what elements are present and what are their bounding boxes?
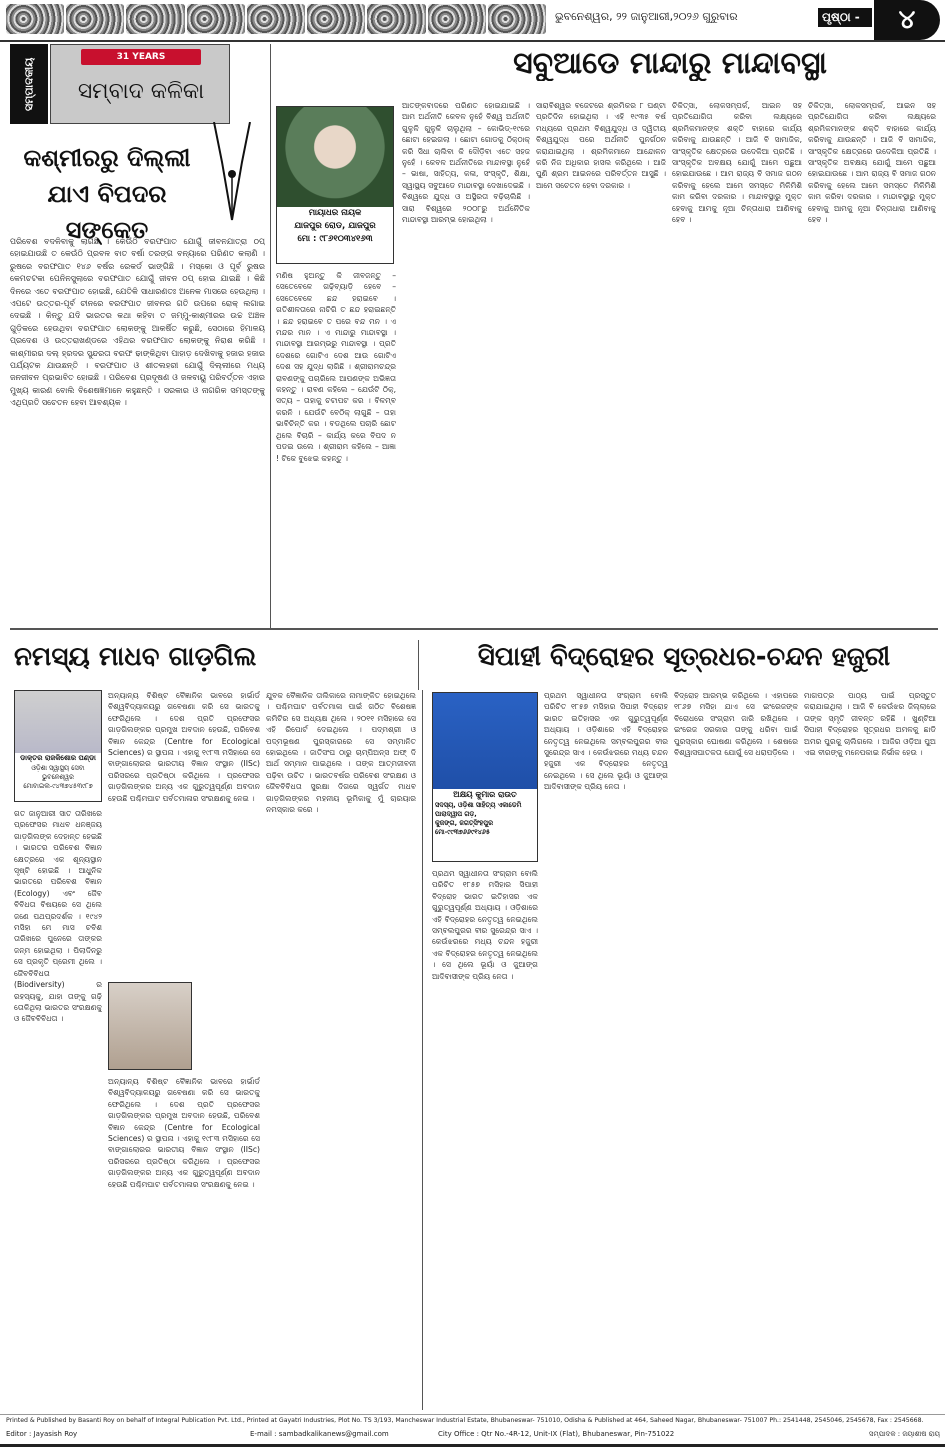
flower-icon <box>187 4 245 34</box>
doctor-name: ଡାକ୍ତର ରାଜକିଶୋର ପଣ୍ଡା <box>20 754 96 762</box>
author-photo <box>433 693 537 789</box>
lead-article-col1: ମଣିଷ ହୁଅନ୍ତୁ କି ଜୀବଜନ୍ତୁ – ସେତେବେଳେ ଗଢ଼ିବ୍ୟାଡ଼ି ହେବେ – ସେତେବେଳେ ଛନ୍ଦ ହରାଇବେ । ଗତିଶୀଳତାରେ ନାଚିଗି ତ ଛନ୍ଦ ହରାଇଛନ୍ତି । ଛନ୍ଦ ହରାଇବେ ତ ପରେ ବନ୍ଦ ମନ । ଏ ମନ୍ଦର ମାନ । ଏ ମାନ୍ଦାରୁ ମାନ୍ଦାବସ୍ଥା । ମାନ୍ଦାବସ୍ଥା ଆରମ୍ଭରୁ ମାନ୍ଦାବସ୍ଥା । ପ୍ରତି ଦେଶରେ ଗୋଟିଏ ଦେଶ ଆଉ ଗୋଟିଏ ଦେଶ ସହ ଯୁଦ୍ଧ ଲାଗିଛି । ଶ୍ରୀରାମଚନ୍ଦ୍ର ରାବଣଙ୍କୁ ପଚାରିଲେ ଆପଣଙ୍କ ଅଭିଜ୍ଞତା କହନ୍ତୁ । ରାବଣ କହିଲେ – ଯେଉଁଟି ଠିକ୍, ସତ୍ୟ – ତାହାକୁ ଚଟାପଟ କର । ବିଳମ୍ବ କରନି । ଯେଉଁଟି ବେଠିକ୍ ଲାଗୁଛି – ତାହା ଭାବିଚିନ୍ତି କର । ବଡଥିଲେ ପଚାରି ଛୋଟ ଥିଲେ ବିଚାରି – କାର୍ଯ୍ୟ କରେ ବିପଦ ନ ପଡଇ ଉଲେ । ଶ୍ରୀରାମ କହିଲେ – ଆଜ୍ଞା ! ଟିକେ ବୁଝେଇ କହନ୍ତୁ । <box>276 271 396 463</box>
masthead-title: ସମ୍ବାଦ କଳିକା <box>77 79 205 104</box>
gadgil-col3: ଯୁବକ ବୈଜ୍ଞାନିକ ତାଲିକାରେ ନାମାଙ୍କିତ ହୋଇଥିଲେ । ପଶ୍ଚିମଘାଟ ପର୍ବତମାଳା ପାଇଁ ଗଠିତ ବିଶେଷଜ୍ଞ କମିଟିର ସେ ଅଧ୍ୟକ୍ଷ ଥିଲେ । ୨୦୧୧ ମସିହାରେ ସେ ଏହି ରିପୋର୍ଟ ଦେଇଥିଲେ । ପଦ୍ମଶ୍ରୀ ଓ ପଦ୍ମଭୂଷଣ ପୁରସ୍କାରରେ ସେ ସମ୍ମାନିତ ହୋଇଥିଲେ । ଜାତିସଂଘ ଠାରୁ ଚାମ୍ପିଅନ୍ସ ଅଫ୍ ଦି ଆର୍ଥ ସମ୍ମାନ ପାଇଥିଲେ । ତାଙ୍କ ଆତ୍ମଜୀବନୀ ପଢ଼ିବା ଉଚିତ । ଭାରତବର୍ଷର ପରିବେଶ ସଂରକ୍ଷଣ ଓ ଜୈବବିବିଧତା ସୁରକ୍ଷା ଦିଗରେ ସ୍ୱର୍ଗତ ମାଧବ ଗାଡ଼ଗିଲଙ୍କର ମହନୀୟ ଭୂମିକାକୁ ମୁଁ ଚାରୟାର ନମସ୍କାର କରେ । <box>266 691 416 815</box>
title-divider <box>418 640 419 690</box>
author-name: ଅକ୍ଷୟ କୁମାର ରାଉତ <box>453 790 517 799</box>
doctor-photo <box>15 691 101 753</box>
editorial-tag: ସମ୍ପାଦକୀୟ <box>10 44 48 124</box>
hazuri-col2: ବିଦ୍ରୋହ ଆରମ୍ଭ କରିଥିଲେ । ଏହାପରେ ୧୮୬୭ ମସିହା ଯାଏ ସେ ଇଂରେଜଙ୍କ ବିରୋଧରେ ସଂଗ୍ରାମ ଜାରି ରଖିଥିଲେ । ଇଂରେଜ ସରକାର ତାଙ୍କୁ ଧରିବା ପାଇଁ ପୁରସ୍କାର ଘୋଷଣା କରିଥିଲେ । ଶେଷରେ ବିଶ୍ୱାସଘାତକତା ଯୋଗୁଁ ସେ ଧରାପଡ଼ିଲେ । <box>674 691 798 758</box>
lead-article-col3: ସାରାବିଶ୍ୱର ବଜେଟରେ ଶ୍ରମିକର ୮ ଘଣ୍ଟା ପ୍ରତିଦିନ ହୋଇଥିଲା । ଏହି ୧୯୩୫ ବର୍ଷ ମଧ୍ୟରେ ପ୍ରଥମ ବିଶ୍ୱଯୁଦ୍ଧ ଓ ଦ୍ୱିତୀୟ ବିଶ୍ୱଯୁଦ୍ଧ ପରେ ଅର୍ଥନୀତି ପୁନର୍ଗଠନ କରାଯାଇଥିଲା । ଶ୍ରମିକମାନେ ଆନ୍ଦୋଳନ କରି ନିଜ ଅଧିକାର ହାସଲ କରିଥିଲେ । ଆଜି ପୁଣି ଶ୍ରମ ଆଇନରେ ପରିବର୍ତ୍ତନ ଆସୁଛି । ଆମେ ସଚେତନ ହେବା ଦରକାର । <box>536 101 666 190</box>
lead-article-title: ସବୁଆଡେ ମାନ୍ଦାରୁ ମାନ୍ଦାବସ୍ଥା <box>513 46 827 81</box>
imprint-line: Printed & Published by Basanti Roy on behalf of Integral Publication Pvt. Ltd., Printed at Gayatri Industries, Plot No. TS 3/193, Mancheswar Industrial Estate, Bhubaneswar- 751010, Odisha & Published at 464, Saheed Nagar, Bhubaneswar- 751007 Ph.: 2541448, 2545046, 2545678, Fax : 2545668. <box>6 1417 924 1424</box>
lead-article-col2: ଆତଙ୍କବାଦରେ ପରିଣତ ହୋଇଯାଇଛି । ଆମ ଅର୍ଥନୀତି କେବଳ ନୁହେଁ ବିଶ୍ୱ ଅର୍ଥନୀତି ଗୁଳୁଳି ଗୁଳୁଳି ଚାଲୁଥିଲା – କୋଭିଡ୍-୧୯ରେ ଛୋଟା ହେଇଗଲା । ଛୋଟା ଗୋଡକୁ ଠିକ୍ଠାକ୍ କରି ସିଧା ଚାଲିବା କି ଦୌଡ଼ିବା ଏତେ ସହଜ ନୁହେଁ । କେବଳ ଅର୍ଥନୀତିରେ ମାନ୍ଦାବସ୍ଥା ନୁହେଁ – ଭାଷା, ସାହିତ୍ୟ, କଳା, ସଂସ୍କୃତି, ଶିକ୍ଷା, ସ୍ୱାସ୍ଥ୍ୟ ସବୁଆଡେ ମାନ୍ଦାବସ୍ଥା ଦେଖାଦେଇଛି । ବିଶ୍ୱରେ ଯୁଦ୍ଧ ଓ ଅସ୍ଥିରତା ବଢ଼ିଚାଲିଛି । ସାରା ବିଶ୍ୱରେ ୨୦୦୮ରୁ ଅର୍ଥନୈତିକ ମାନ୍ଦାବସ୍ଥା ଆରମ୍ଭ ହୋଇଥିଲା । <box>402 101 530 225</box>
author-photo-card <box>276 106 394 264</box>
header-divider <box>0 40 945 42</box>
gadgil-article-title: ନମସ୍ୟ ମାଧବ ଗାଡ଼ଗିଲ <box>14 642 257 672</box>
flower-icon <box>307 4 365 34</box>
flower-icon <box>488 4 546 34</box>
lead-article-col5: ଚିକିତ୍ସା, ଲୋକସମ୍ପର୍କ, ଆଇନ ସହ ପ୍ରତିଯୋଗିତା କରିବା ଲକ୍ଷ୍ୟରେ ଶ୍ରମିକମାନଙ୍କ ଶକ୍ତି ବାହାରେ କାର୍ଯ୍ୟ କରିବାକୁ ଯାଉଛନ୍ତି । ଆଜି ବି ସାମାଜିକ, ସାଂସ୍କୃତିକ କ୍ଷେତ୍ରରେ ଉଦେକିଆ ପ୍ରତିଛି । ସାଂସ୍କୃତିକ ଅବକ୍ଷୟ ଯୋଗୁଁ ଆମେ ପଛୁଆ ହୋଇଯାଉଛେ । ଆମ ରାଜ୍ୟ ବି ସମାଜ ଗଠନ କରିବାକୁ ହେଲେ ଆମେ ସମସ୍ତେ ମିଳିମିଶି କାମ କରିବା ଦରକାର । ମାନ୍ଦାବସ୍ଥାରୁ ମୁକ୍ତ ହେବାକୁ ଆମକୁ ନୂଆ ଚିନ୍ତାଧାରା ଆଣିବାକୁ ହେବ । <box>808 101 936 225</box>
author-phone: ମୋ-୯୯୩୭୬୬୯୧୪୬୫ <box>435 828 490 836</box>
column-divider <box>270 44 271 628</box>
editorial-body: ପରିବେଶ ବଦଳିବାକୁ ଲାଗିଛି । କେଉଁଠି ବରଫପାତ ଯୋଗୁଁ ଜୀବନଯାତ୍ରା ଠପ୍ ହୋଇଯାଉଛି ତ କେଉଁଠି ପ୍ରବଳ ବାତ ବର୍ଷା ତରଙ୍ଗ ବନ୍ୟାରେ ପରିଣତ କଲାଣି । ରୁଷରେ ବରଫପାତ ୧୪୬ ବର୍ଷର ରେକର୍ଡ ଭାଙ୍ଗିଛି । ମସ୍କୋ ଓ ପୂର୍ବ ରୁଷର କେମଚଟକା ପେନିନସୁଲାରେ ବରଫପାତ ଯୋଗୁଁ ଜୀବନ ଠପ୍ ହୋଇ ଯାଇଛି । କିଛି ଦିନରେ ଏତେ ବରଫପାତ ହୋଇଛି, ଯେତିକି ସାଧାରଣତଃ ଅନେକ ମାସରେ ହେଉଥିଲା । ଏପଟେ ଉତ୍ତର-ପୂର୍ବ ଚୀନରେ ବରଫପାତ ଜୀବନର ଗତି ଉପରେ ରୋକ୍ ଲଗାଇ ଦେଇଛି । କିନ୍ତୁ ଯଦି ଭାରତର କଥା କହିବା ତ ଜମ୍ମୁ-କାଶ୍ମୀରର ଉଚ୍ଚ ଅଞ୍ଚଳ ଗୁଡ଼ିକରେ ହେଉଥିବା ବରଫପାତ ଲୋକଙ୍କୁ ଆକର୍ଷିତ କରୁଛି, ସେଠାରେ ହିମାଳୟ ପ୍ରଦେଶ ଓ ଉତ୍ତରାଖଣ୍ଡରେ ଏହିଥର ବରଫପାତ ଲୋକଙ୍କୁ ନିରାଶ କରିଛି । କାଶ୍ମୀରର ଦଲ୍ ହ୍ରଦର ସୁନ୍ଦରତା ବରଫ ଢାଙ୍କିଥିବା ପାହାଡ଼ ଦେଖିବାକୁ ହଜାର ହଜାର ପର୍ଯ୍ୟଟକ ଯାଉଛନ୍ତି । ବରଫପାତ ଓ ଶୀତଲହରୀ ଯୋଗୁଁ ଦିଲ୍ଲୀରେ ମଧ୍ୟ ଜନଜୀବନ ପ୍ରଭାବିତ ହୋଇଛି । ପରିବେଶ ପ୍ରଦୂଷଣ ଓ ଜଳବାୟୁ ପରିବର୍ତ୍ତନ ଏହାର ମୁଖ୍ୟ କାରଣ ବୋଲି ବିଶେଷଜ୍ଞମାନେ କହୁଛନ୍ତି । ସରକାର ଓ ନାଗରିକ ସମସ୍ତଙ୍କୁ ଏଥିପ୍ରତି ସଚେତନ ହେବା ଆବଶ୍ୟକ । <box>10 237 265 408</box>
flower-icon <box>428 4 486 34</box>
page-number: ୪ <box>874 0 940 40</box>
flower-icon <box>6 4 64 34</box>
author-phone: ମୋ : ୯୮୬୧୦୩୪୧୬୩ <box>297 234 373 244</box>
footer-divider <box>0 1414 945 1415</box>
gadgil-col2: ଅନ୍ୟାନ୍ୟ ବିଶିଷ୍ଟ ବୈଜ୍ଞାନିକ ଭାବରେ ହାର୍ଭାର୍ଡ ବିଶ୍ୱବିଦ୍ୟାଳୟରୁ ଗବେଷଣା କରି ସେ ଭାରତକୁ ଫେରିଥିଲେ । ଦେଶ ପ୍ରତି ପ୍ରଫେସର ଗାଡ଼ଗିଲଙ୍କର ପ୍ରମୁଖ ଅବଦାନ ହେଉଛି, ପରିବେଶ ବିଜ୍ଞାନ କେନ୍ଦ୍ର (Centre for Ecological Sciences) ର ସ୍ଥାପନା । ଏହାକୁ ୧୯୮୩ ମସିହାରେ ସେ ବାଙ୍ଗାଲୋରର ଭାରତୀୟ ବିଜ୍ଞାନ ସଂସ୍ଥାନ (IISc) ପରିସରରେ ପ୍ରତିଷ୍ଠା କରିଥିଲେ । ପ୍ରଫେସର ଗାଡ଼ଗିଲଙ୍କର ଅନ୍ୟ ଏକ ଗୁରୁତ୍ୱପୂର୍ଣ୍ଣ ଅବଦାନ ହେଉଛି ପଶ୍ଚିମଘାଟ ପର୍ବତମାଳାର ସଂରକ୍ଷଣକୁ ନେଇ । <box>108 691 260 803</box>
pen-nib-icon <box>212 122 252 222</box>
author-photo <box>277 107 393 207</box>
bottom-rule <box>0 1444 945 1447</box>
gadgil-col1: ଗତ ଜାନୁଆରୀ ସାତ ତାରିଖରେ ପ୍ରଫେସର ମାଧବ ଧନଞ୍ଜୟ ଗାଡ଼ଗିଲଙ୍କ ଦେହାନ୍ତ ହେଇଛି । ଭାରତର ପରିବେଶ ବିଜ୍ଞାନ କ୍ଷେତ୍ରରେ ଏକ ଶୂନ୍ୟସ୍ଥାନ ସୃଷ୍ଟି ହୋଇଛି । ଆଧୁନିକ ଭାରତରେ ପରିବେଶ ବିଜ୍ଞାନ (Ecology) ଏବଂ ଜୈବ ବିବିଧତା ବିଷୟରେ ସେ ଥିଲେ ଜଣେ ପଥପ୍ରଦର୍ଶକ । ୧୯୪୨ ମସିହା ମେ ମାସ ଚବିଶ ତାରିଖରେ ପୁନେରେ ତାଙ୍କର ଜନ୍ମ ହୋଇଥିଲା । ପିଲାଦିନରୁ ସେ ପ୍ରକୃତି ପ୍ରେମୀ ଥିଲେ । ଜୈବବିବିଧତା (Biodiversity) ର ରହସ୍ୟକୁ, ଯାହା ତାଙ୍କୁ ଗଢ଼ି ତୋଳିଥିଲା ଭାରତର ସଂରକ୍ଷଣକୁ ଓ ଜୈବବିବିଧତା । <box>14 809 102 1024</box>
lead-article-col4: ଚିକିତ୍ସା, ଲୋକସମ୍ପର୍କ, ଆଇନ ସହ ପ୍ରତିଯୋଗିତା କରିବା ଲକ୍ଷ୍ୟରେ ଶ୍ରମିକମାନଙ୍କ ଶକ୍ତି ବାହାରେ କାର୍ଯ୍ୟ କରିବାକୁ ଯାଉଛନ୍ତି । ଆଜି ବି ସାମାଜିକ, ସାଂସ୍କୃତିକ କ୍ଷେତ୍ରରେ ଉଦେକିଆ ପ୍ରତିଛି । ସାଂସ୍କୃତିକ ଅବକ୍ଷୟ ଯୋଗୁଁ ଆମେ ପଛୁଆ ହୋଇଯାଉଛେ । ଆମ ରାଜ୍ୟ ବି ସମାଜ ଗଠନ କରିବାକୁ ହେଲେ ଆମେ ସମସ୍ତେ ମିଳିମିଶି କାମ କରିବା ଦରକାର । ମାନ୍ଦାବସ୍ଥାରୁ ମୁକ୍ତ ହେବାକୁ ଆମକୁ ନୂଆ ଚିନ୍ତାଧାରା ଆଣିବାକୁ ହେବ । <box>672 101 802 225</box>
flower-icon <box>66 4 124 34</box>
hazuri-col1: ପ୍ରଥମ ସ୍ୱାଧୀନତା ସଂଗ୍ରାମ ବୋଲି ପରିଚିତ ୧୮୫୭ ମସିହାର ସିପାହୀ ବିଦ୍ରୋହ ଭାରତ ଇତିହାସର ଏକ ଗୁରୁତ୍ୱପୂର୍ଣ୍ଣ ଅଧ୍ୟାୟ । ଓଡ଼ିଶାରେ ଏହି ବିଦ୍ରୋହର ନେତୃତ୍ୱ ନେଇଥିଲେ ସମ୍ବଲପୁରର ବୀର ସୁରେନ୍ଦ୍ର ସାଏ । କେଉଁଝରରେ ମଧ୍ୟ ଚନ୍ଦନ ହଜୁରୀ ଏକ ବିଦ୍ରୋହର ନେତୃତ୍ୱ ନେଇଥିଲେ । ସେ ଥିଲେ ଭୂୟାଁ ଓ ଜୁଆଙ୍ଗ ଆଦିବାସୀଙ୍କ ପ୍ରିୟ ନେତା । <box>544 691 668 792</box>
editorial-title: କଶ୍ମୀରରୁ ଦିଲ୍ଲୀ ଯାଏ ବିପଦର ସଙ୍କେତ <box>23 144 191 244</box>
doctor-place: ଭୁବନେଶ୍ୱର <box>42 773 74 781</box>
decorative-flower-banner <box>6 4 546 34</box>
years-ribbon: 31 YEARS <box>81 49 201 65</box>
author-photo-card <box>432 692 538 862</box>
hazuri-article-title: ସିପାହୀ ବିଦ୍ରୋହର ସୂତ୍ରଧର-ଚନ୍ଦନ ହଜୁରୀ <box>477 642 891 672</box>
gadgil-col2b: ଅନ୍ୟାନ୍ୟ ବିଶିଷ୍ଟ ବୈଜ୍ଞାନିକ ଭାବରେ ହାର୍ଭାର୍ଡ ବିଶ୍ୱବିଦ୍ୟାଳୟରୁ ଗବେଷଣା କରି ସେ ଭାରତକୁ ଫେରିଥିଲେ । ଦେଶ ପ୍ରତି ପ୍ରଫେସର ଗାଡ଼ଗିଲଙ୍କର ପ୍ରମୁଖ ଅବଦାନ ହେଉଛି, ପରିବେଶ ବିଜ୍ଞାନ କେନ୍ଦ୍ର (Centre for Ecological Sciences) ର ସ୍ଥାପନା । ଏହାକୁ ୧୯୮୩ ମସିହାରେ ସେ ବାଙ୍ଗାଲୋରର ଭାରତୀୟ ବିଜ୍ଞାନ ସଂସ୍ଥାନ (IISc) ପରିସରରେ ପ୍ରତିଷ୍ଠା କରିଥିଲେ । ପ୍ରଫେସର ଗାଡ଼ଗିଲଙ୍କର ଅନ୍ୟ ଏକ ଗୁରୁତ୍ୱପୂର୍ଣ୍ଣ ଅବଦାନ ହେଉଛି ପଶ୍ଚିମଘାଟ ପର୍ବତମାଳାର ସଂରକ୍ଷଣକୁ ନେଇ । <box>108 1077 260 1189</box>
hazuri-col3: ମାଗପତ୍ର ପାଠ୍ୟ ପାଇଁ ପ୍ରସ୍ତୁତ କରାଯାଇଥିଲା । ଆଜି ବି କେଉଁଝର ଜିଲ୍ଲାରେ ତାଙ୍କ ସ୍ମୃତି ଜୀବନ୍ତ ରହିଛି । ଖୁଣ୍ଟିଆ ସିପାହୀ ବିଦ୍ରୋହର ସୂତ୍ରଧର ଅମଳକୁ ଛାଡି ଅମର ପୁରକୁ ଚାଲିଗଲେ । ଆଜିର ଓଡ଼ିଆ ପୁଅ ଏଇ ବୀରଙ୍କୁ ମନେପକାଇ ନିର୍ଭୀକ ହେଉ । <box>804 691 936 758</box>
editor-credit: Editor : Jayasish Roy <box>6 1430 78 1438</box>
flower-icon <box>367 4 425 34</box>
page-label: ପୃଷ୍ଠା - <box>818 8 872 27</box>
author-address: ଯାଜପୁର ରୋଡ, ଯାଜପୁର <box>294 221 376 231</box>
doctor-photo-card <box>14 690 102 802</box>
dateline: ଭୁବନେଶ୍ୱର, ୨୨ ଜାନୁଆରୀ,୨୦୨୬ ଗୁରୁବାର <box>555 10 738 23</box>
column-divider <box>422 690 423 1410</box>
odia-editor: ସମ୍ପାଦକ : ଜୟାଶୀଷ ରାୟ <box>868 1430 940 1438</box>
masthead-logo <box>50 44 230 124</box>
author-role: ସଦସ୍ୟ, ଓଡ଼ିଶା ସାହିତ୍ୟ ଏକାଡେମି ପାରାଦ୍ୱୀପ ଗଡ଼, <box>435 801 522 818</box>
city-office: City Office : Qtr No.-4R-12, Unit-IX (Flat), Bhubaneswar, Pin-751022 <box>438 1430 675 1438</box>
hazuri-col1a: ପ୍ରଥମ ସ୍ୱାଧୀନତା ସଂଗ୍ରାମ ବୋଲି ପରିଚିତ ୧୮୫୭ ମସିହାର ସିପାହୀ ବିଦ୍ରୋହ ଭାରତ ଇତିହାସର ଏକ ଗୁରୁତ୍ୱପୂର୍ଣ୍ଣ ଅଧ୍ୟାୟ । ଓଡ଼ିଶାରେ ଏହି ବିଦ୍ରୋହର ନେତୃତ୍ୱ ନେଇଥିଲେ ସମ୍ବଲପୁରର ବୀର ସୁରେନ୍ଦ୍ର ସାଏ । କେଉଁଝରରେ ମଧ୍ୟ ଚନ୍ଦନ ହଜୁରୀ ଏକ ବିଦ୍ରୋହର ନେତୃତ୍ୱ ନେଇଥିଲେ । ସେ ଥିଲେ ଭୂୟାଁ ଓ ଜୁଆଙ୍ଗ ଆଦିବାସୀଙ୍କ ପ୍ରିୟ ନେତା । <box>432 869 538 981</box>
author-place: କୁଜଙ୍ଗ, ଜଗତ୍ସିଂହପୁର <box>435 819 494 827</box>
flower-icon <box>247 4 305 34</box>
footer-email: E-mail : sambadkalikanews@gmail.com <box>250 1430 389 1438</box>
author-name: ମାୟାଧର ନାୟକ <box>308 208 362 218</box>
section-divider <box>10 628 938 630</box>
gadgil-photo <box>108 982 192 1070</box>
flower-icon <box>126 4 184 34</box>
doctor-org: ଓଡ଼ିଶା ସ୍ୱାସ୍ଥ୍ୟ ସେବା <box>31 764 85 772</box>
doctor-phone: ମୋବାଇଲ-୯୪୩୭୪୫୩୯୮୭ <box>23 782 93 790</box>
